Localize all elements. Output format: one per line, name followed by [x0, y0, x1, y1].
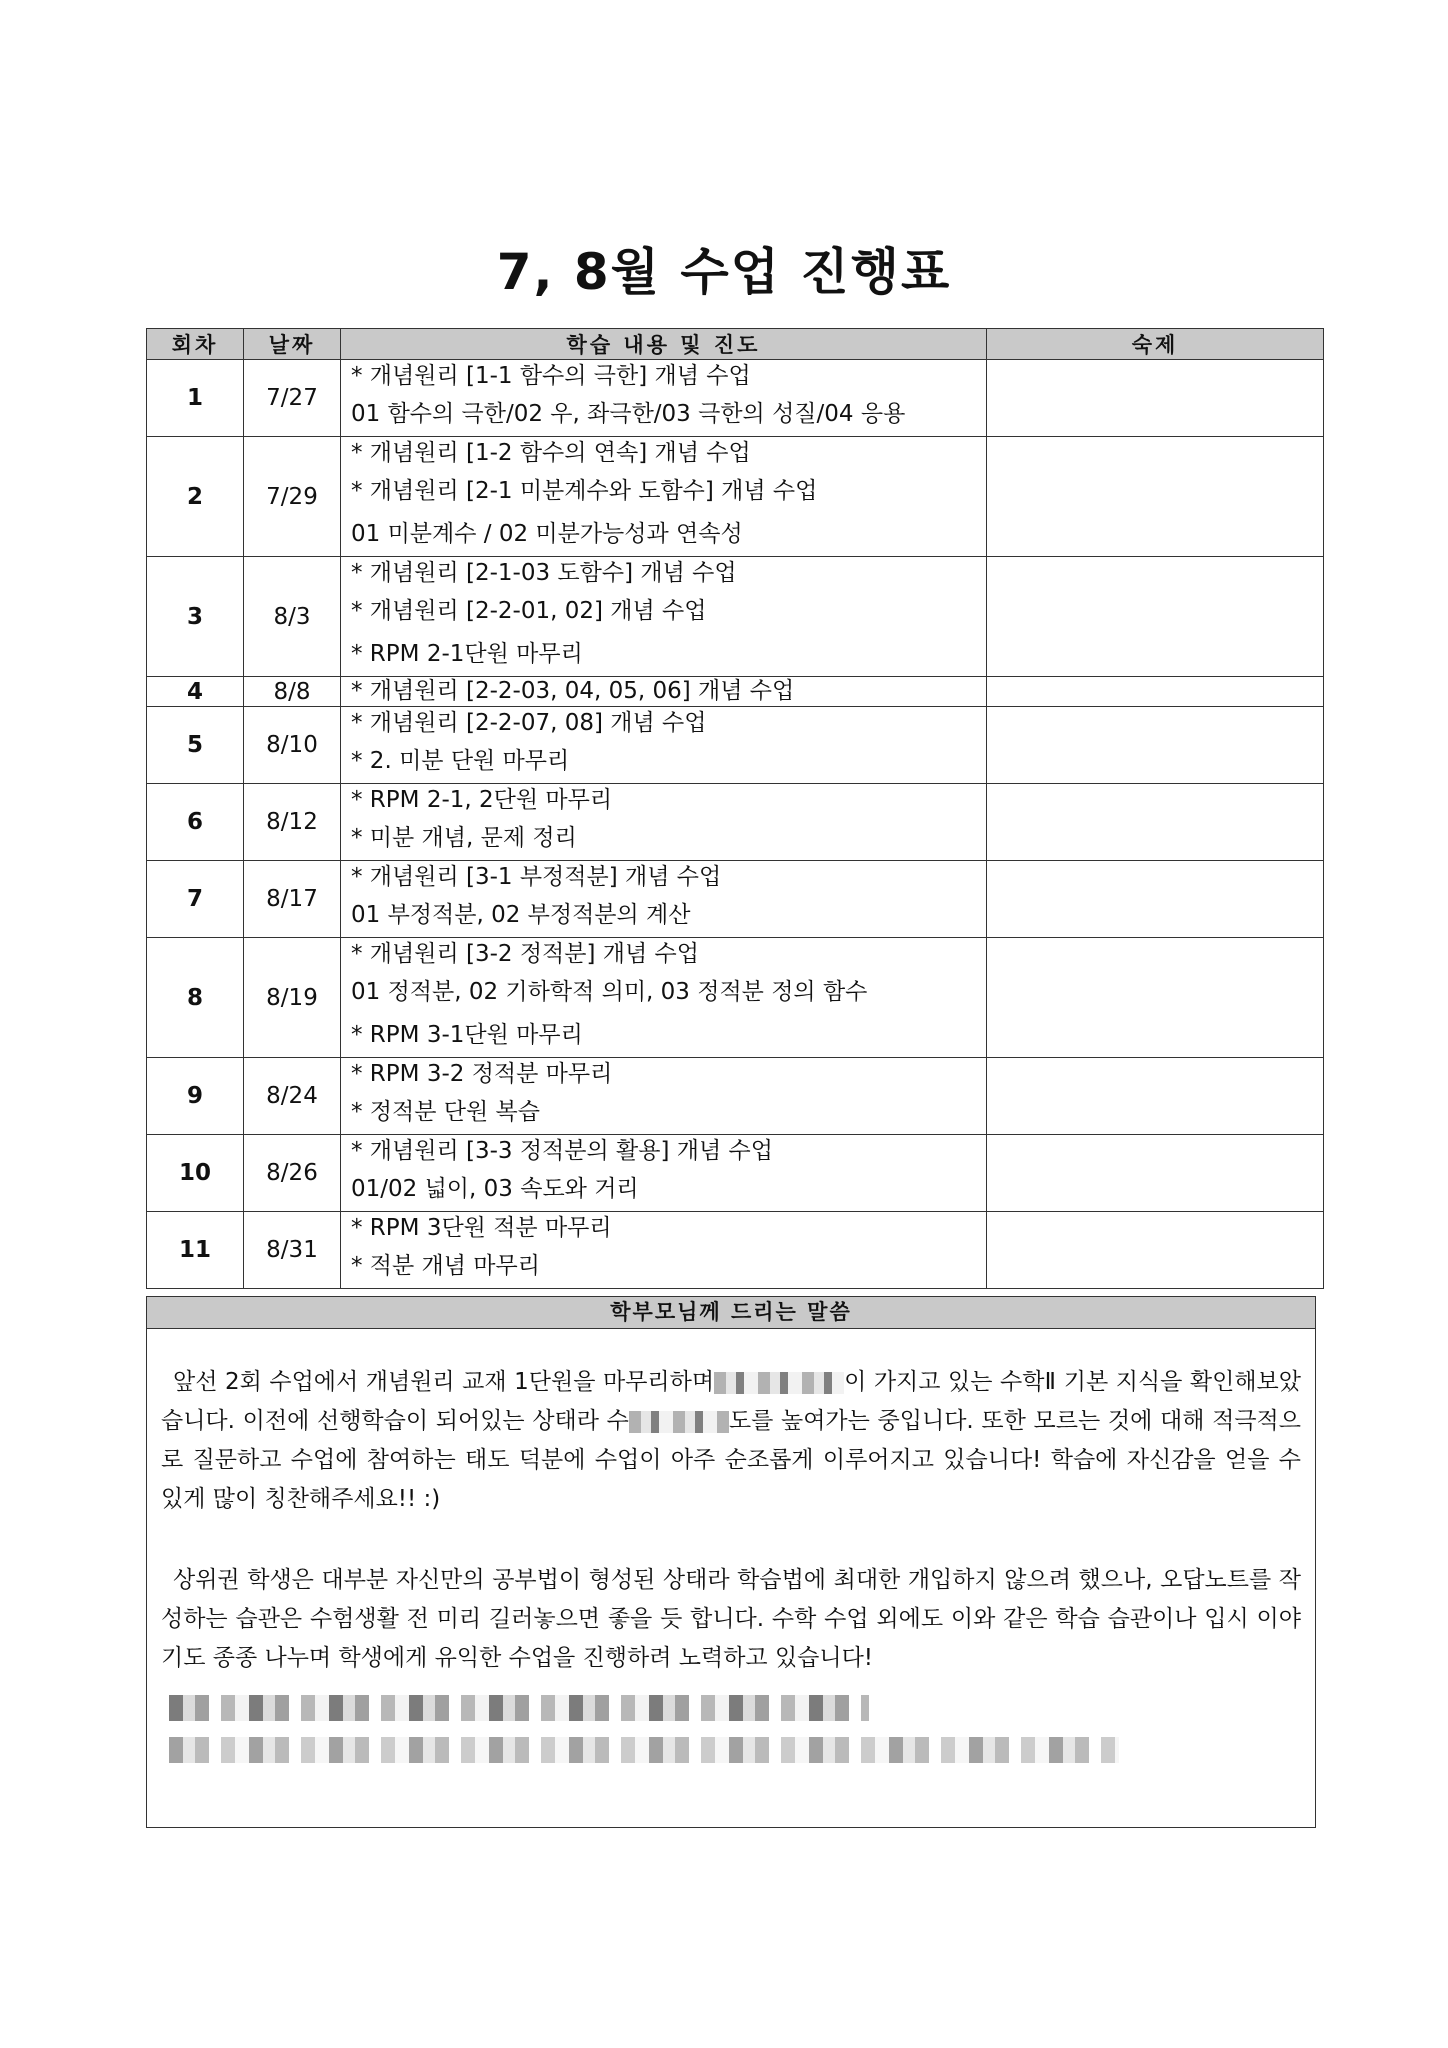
- session-content: [341, 557, 987, 677]
- content-line: * RPM 3-1단원 마무리: [351, 1022, 583, 1048]
- session-content: [341, 707, 987, 784]
- session-number: 11: [147, 1212, 244, 1289]
- table-row: [147, 938, 1324, 1058]
- content-line: * 개념원리 [2-2-01, 02] 개념 수업: [351, 598, 707, 624]
- header-content: 학습 내용 및 진도: [341, 329, 987, 360]
- content-line: 01 부정적분, 02 부정적분의 계산: [351, 902, 691, 928]
- content-line: * 개념원리 [1-1 함수의 극한] 개념 수업: [351, 363, 751, 389]
- session-date: 8/19: [244, 938, 341, 1058]
- session-date: 8/8: [244, 677, 341, 707]
- session-number: 7: [147, 861, 244, 938]
- content-line: * 개념원리 [1-2 함수의 연속] 개념 수업: [351, 440, 751, 466]
- table-header-row: [147, 329, 1324, 360]
- content-line: * 개념원리 [2-2-03, 04, 05, 06] 개념 수업: [351, 678, 795, 704]
- content-line: * RPM 3단원 적분 마무리: [351, 1215, 612, 1241]
- session-homework: [987, 437, 1324, 557]
- header-date: 날짜: [244, 329, 341, 360]
- table-row: [147, 861, 1324, 938]
- notice-paragraph-2: 상위권 학생은 대부분 자신만의 공부법이 형성된 상태라 학습법에 최대한 개입하지 않으려 했으나, 오답노트를 작성하는 습관은 수험생활 전 미리 길러놓으면 좋을 듯 합니다. 수학 수업 외에도 이와 같은 학습 습관이나 입시 이야기도 종종 나누며 학생에게 유익한 수업을 진행하려 노력하고 있습니다!: [161, 1567, 1301, 1671]
- content-line: 01 정적분, 02 기하학적 의미, 03 정적분 정의 함수: [351, 979, 868, 1005]
- table-row: [147, 360, 1324, 437]
- content-line: * 2. 미분 단원 마무리: [351, 748, 570, 774]
- session-date: 7/27: [244, 360, 341, 437]
- session-content: [341, 1212, 987, 1289]
- session-content: [341, 861, 987, 938]
- content-line: * RPM 2-1, 2단원 마무리: [351, 787, 613, 813]
- session-content: [341, 360, 987, 437]
- session-content: [341, 677, 987, 707]
- session-date: 8/17: [244, 861, 341, 938]
- session-number: 5: [147, 707, 244, 784]
- document-title: 7, 8월 수업 진행표: [496, 243, 952, 301]
- content-line: * 정적분 단원 복습: [351, 1099, 540, 1125]
- content-line: 01 함수의 극한/02 우, 좌극한/03 극한의 성질/04 응용: [351, 401, 906, 427]
- session-homework: [987, 784, 1324, 861]
- content-line: * 개념원리 [3-1 부정적분] 개념 수업: [351, 864, 722, 890]
- notice-text: 앞선 2회 수업에서 개념원리 교재 1단원을 마무리하며: [173, 1369, 715, 1395]
- notice-paragraph-1: [161, 1363, 1301, 1519]
- content-line: * 개념원리 [2-1 미분계수와 도함수] 개념 수업: [351, 478, 818, 504]
- redacted-signature-line-1: [169, 1695, 869, 1721]
- content-line: * 개념원리 [2-1-03 도함수] 개념 수업: [351, 560, 737, 586]
- session-number: 1: [147, 360, 244, 437]
- parent-notice-box: [146, 1296, 1316, 1828]
- session-homework: [987, 861, 1324, 938]
- content-line: * 미분 개념, 문제 정리: [351, 825, 577, 851]
- schedule-body: [147, 360, 1324, 1289]
- header-homework: 숙제: [987, 329, 1324, 360]
- content-line: * RPM 2-1단원 마무리: [351, 641, 583, 667]
- session-date: 8/24: [244, 1058, 341, 1135]
- content-line: 01 미분계수 / 02 미분가능성과 연속성: [351, 521, 743, 547]
- content-line: * 개념원리 [2-2-07, 08] 개념 수업: [351, 710, 707, 736]
- session-homework: [987, 557, 1324, 677]
- content-line: 01/02 넓이, 03 속도와 거리: [351, 1176, 639, 1202]
- session-number: 3: [147, 557, 244, 677]
- session-number: 8: [147, 938, 244, 1058]
- session-content: [341, 784, 987, 861]
- redacted-text: [629, 1411, 729, 1433]
- content-line: * RPM 3-2 정적분 마무리: [351, 1061, 613, 1087]
- session-content: [341, 1135, 987, 1212]
- session-homework: [987, 1135, 1324, 1212]
- session-homework: [987, 1212, 1324, 1289]
- content-line: * 개념원리 [3-2 정적분] 개념 수업: [351, 941, 699, 967]
- session-date: 8/31: [244, 1212, 341, 1289]
- header-session: 회차: [147, 329, 244, 360]
- content-line: * 개념원리 [3-3 정적분의 활용] 개념 수업: [351, 1138, 773, 1164]
- session-date: 8/10: [244, 707, 341, 784]
- session-date: 8/26: [244, 1135, 341, 1212]
- table-row: [147, 1135, 1324, 1212]
- session-content: [341, 938, 987, 1058]
- session-number: 10: [147, 1135, 244, 1212]
- session-number: 4: [147, 677, 244, 707]
- session-date: 8/12: [244, 784, 341, 861]
- schedule-table: [146, 328, 1324, 1289]
- session-number: 6: [147, 784, 244, 861]
- session-homework: [987, 938, 1324, 1058]
- session-number: 2: [147, 437, 244, 557]
- notice-header: 학부모님께 드리는 말씀: [147, 1297, 1315, 1329]
- session-homework: [987, 677, 1324, 707]
- session-homework: [987, 360, 1324, 437]
- table-row: [147, 437, 1324, 557]
- session-homework: [987, 707, 1324, 784]
- session-date: 7/29: [244, 437, 341, 557]
- table-row: [147, 1212, 1324, 1289]
- redacted-signature-line-2: [169, 1737, 1119, 1763]
- content-line: * 적분 개념 마무리: [351, 1253, 540, 1279]
- session-date: 8/3: [244, 557, 341, 677]
- notice-text: 이 가지고 있는 수학Ⅱ 기본 지식을 확인해보았습니다. 이전에 선행학습이 되어있는 상태라 수: [161, 1369, 1301, 1434]
- redacted-name: [714, 1372, 844, 1394]
- session-homework: [987, 1058, 1324, 1135]
- notice-text: 도를 높여가는 중입니다. 또한 모르는 것에 대해 적극적으로 질문하고 수업에 참여하는 태도 덕분에 수업이 아주 순조롭게 이루어지고 있습니다! 학습에 자신감을 얻을 수 있게 많이 칭찬해주세요!! :): [161, 1408, 1301, 1512]
- session-content: [341, 437, 987, 557]
- table-row: [147, 557, 1324, 677]
- table-row: [147, 677, 1324, 707]
- table-row: [147, 707, 1324, 784]
- session-content: [341, 1058, 987, 1135]
- table-row: [147, 1058, 1324, 1135]
- table-row: [147, 784, 1324, 861]
- session-number: 9: [147, 1058, 244, 1135]
